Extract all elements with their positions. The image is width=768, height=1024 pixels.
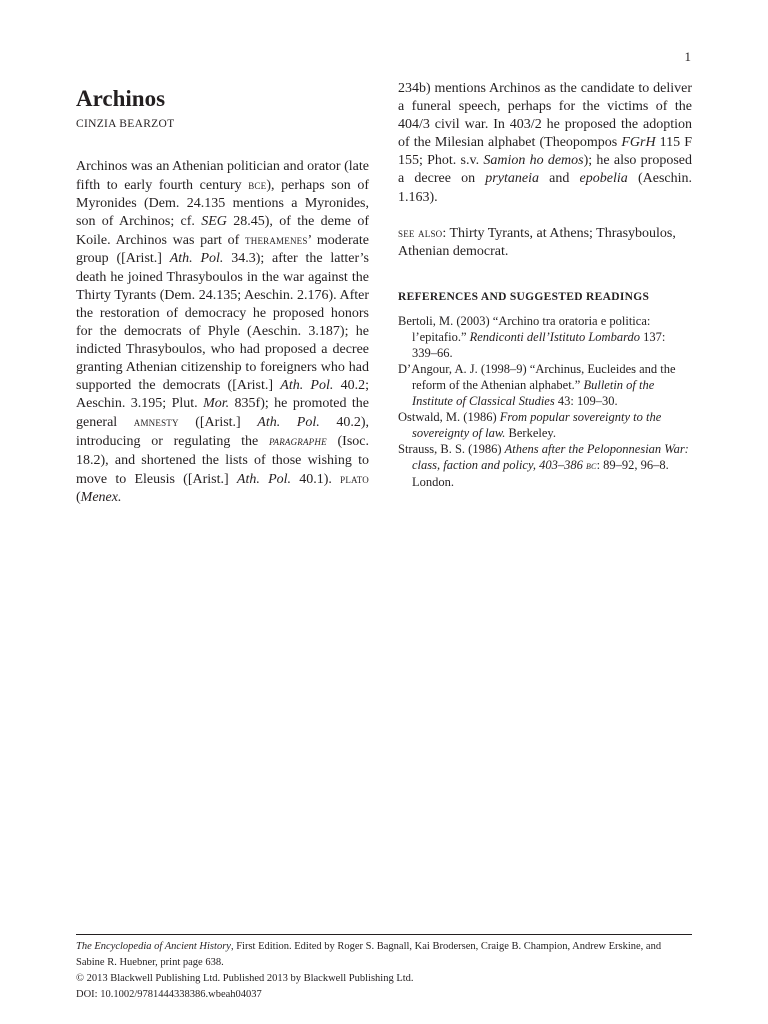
text-run: (Aeschin. 1.163). bbox=[398, 171, 692, 205]
italic-run: prytaneia bbox=[485, 171, 539, 187]
reference-item bbox=[398, 313, 692, 361]
left-column bbox=[76, 80, 369, 507]
text-run: ’ moderate group ([Arist.] bbox=[76, 233, 369, 267]
text-run: ); he also proposed a decree on bbox=[398, 153, 692, 187]
cross-ref-plato[interactable]: plato bbox=[340, 470, 369, 486]
reference-item bbox=[398, 361, 692, 409]
text-run: 137: 339–66. bbox=[412, 329, 666, 360]
italic-run: From popular sovereignty to the sovereignty of law. bbox=[412, 409, 662, 440]
italic-run: epobelia bbox=[579, 171, 628, 187]
text-run: ( bbox=[76, 489, 81, 505]
text-run: 40.1). bbox=[291, 471, 341, 487]
italic-run: Rendiconti dell’Istituto Lombardo bbox=[469, 329, 640, 344]
page-number: 1 bbox=[684, 49, 691, 64]
italic-run: The Encyclopedia of Ancient History bbox=[76, 941, 231, 952]
body-paragraph-part1 bbox=[76, 158, 369, 507]
text-run: Strauss, B. S. (1986) bbox=[398, 441, 505, 456]
text-run: 40.2), introducing or regulating the bbox=[76, 415, 369, 450]
italic-run: Menex. bbox=[80, 489, 122, 505]
reference-item bbox=[398, 441, 692, 490]
text-run: Berkeley. bbox=[505, 425, 556, 440]
text-run: , First Edition. Edited by Roger S. Bagnall, Kai Brodersen, Craige B. Champion, Andrew Erskine, and Sabine R. Huebner, print page 638. bbox=[76, 941, 662, 968]
see-also-label: see also bbox=[398, 224, 443, 240]
text-run: ([Arist.] bbox=[178, 415, 258, 431]
see-also-links[interactable]: : Thirty Tyrants, at Athens; Thrasyboulos, Athenian democrat. bbox=[398, 225, 676, 259]
italic-run: Samion ho demos bbox=[483, 153, 584, 169]
text-run: (Isoc. 18.2), and shortened the lists of those wishing to move to Eleusis ([Arist.] bbox=[76, 434, 369, 487]
era-abbrev: bce bbox=[248, 177, 267, 193]
italic-run: FGrH bbox=[621, 135, 656, 151]
reference-item bbox=[398, 409, 692, 441]
text-run: D’Angour, A. J. (1998–9) “Archinus, Eucleides and the reform of the Athenian alphabet.” bbox=[398, 361, 676, 392]
era-abbrev: bc bbox=[585, 459, 597, 472]
page-footer bbox=[76, 939, 692, 1003]
references-heading: REFERENCES AND SUGGESTED READINGS bbox=[398, 290, 650, 303]
text-run: Bertoli, M. (2003) “Archino tra oratoria e politica: l’epitafio.” bbox=[398, 313, 651, 344]
footer-copyright: © 2013 Blackwell Publishing Ltd. Published 2013 by Blackwell Publishing Ltd. bbox=[76, 973, 414, 984]
cross-ref-paragraphe[interactable]: paragraphe bbox=[268, 433, 327, 449]
text-run: 28.45), of the deme of Koile. Archinos was part of bbox=[76, 214, 369, 249]
text-run: 40.2; Aeschin. 3.195; Plut. bbox=[76, 378, 370, 412]
italic-run: Mor. bbox=[203, 396, 230, 412]
body-paragraph-part2 bbox=[398, 80, 692, 207]
text-run: 835f); he promoted the general bbox=[76, 396, 369, 431]
right-column bbox=[398, 80, 692, 490]
italic-run: Ath. Pol. bbox=[169, 251, 224, 267]
italic-run: Bulletin of the Institute of Classical Studies bbox=[412, 377, 655, 408]
text-run: Ostwald, M. (1986) bbox=[398, 409, 500, 424]
see-also bbox=[398, 224, 692, 261]
italic-run: SEG bbox=[201, 214, 227, 230]
text-run: and bbox=[538, 171, 580, 187]
italic-run: Ath. Pol. bbox=[257, 415, 320, 431]
italic-run: Ath. Pol. bbox=[280, 378, 334, 394]
text-run: ), perhaps son of Myronides (Dem. 24.135 mentions a Myronides, son of Archinos; cf. bbox=[76, 178, 369, 230]
cross-ref-amnesty[interactable]: amnesty bbox=[133, 414, 179, 430]
text-run: 34.3); after the latter’s death he joined Thrasyboulos in the war against the Thirty Tyrants (Dem. 24.135; Aeschin. 2.176). After the restoration of democracy he proposed honors for the democrats of Phyle (Aeschin. 3.187); he indicted Thrasyboulos, who had proposed a decree granting Athenian citizenship to foreigners who had supported the democrats ([Arist.] bbox=[76, 251, 369, 394]
text-run: Archinos was an Athenian politician and orator (late fifth to early fourth century bbox=[76, 159, 369, 194]
text-run: 115 F 155; Phot. s.v. bbox=[398, 135, 692, 169]
footer-divider bbox=[76, 934, 692, 935]
footer-citation bbox=[76, 939, 692, 971]
footer-doi[interactable]: DOI: 10.1002/9781444338386.wbeah04037 bbox=[76, 989, 262, 1000]
article-title: Archinos bbox=[76, 86, 166, 111]
text-run: : 89–92, 96–8. London. bbox=[412, 457, 669, 489]
cross-ref-theramenes[interactable]: theramenes bbox=[245, 232, 308, 248]
italic-run: Athens after the Peloponnesian War: class, faction and policy, 403–386 bbox=[412, 441, 689, 472]
text-run: 234b) mentions Archinos as the candidate to deliver a funeral speech, perhaps for the victims of the 404/3 civil war. In 403/2 he proposed the adoption of the Milesian alphabet (Theopompos bbox=[398, 81, 692, 151]
italic-run: Ath. Pol. bbox=[236, 471, 292, 487]
text-run: 43: 109–30. bbox=[554, 393, 618, 408]
article-author: CINZIA BEARZOT bbox=[76, 118, 175, 130]
